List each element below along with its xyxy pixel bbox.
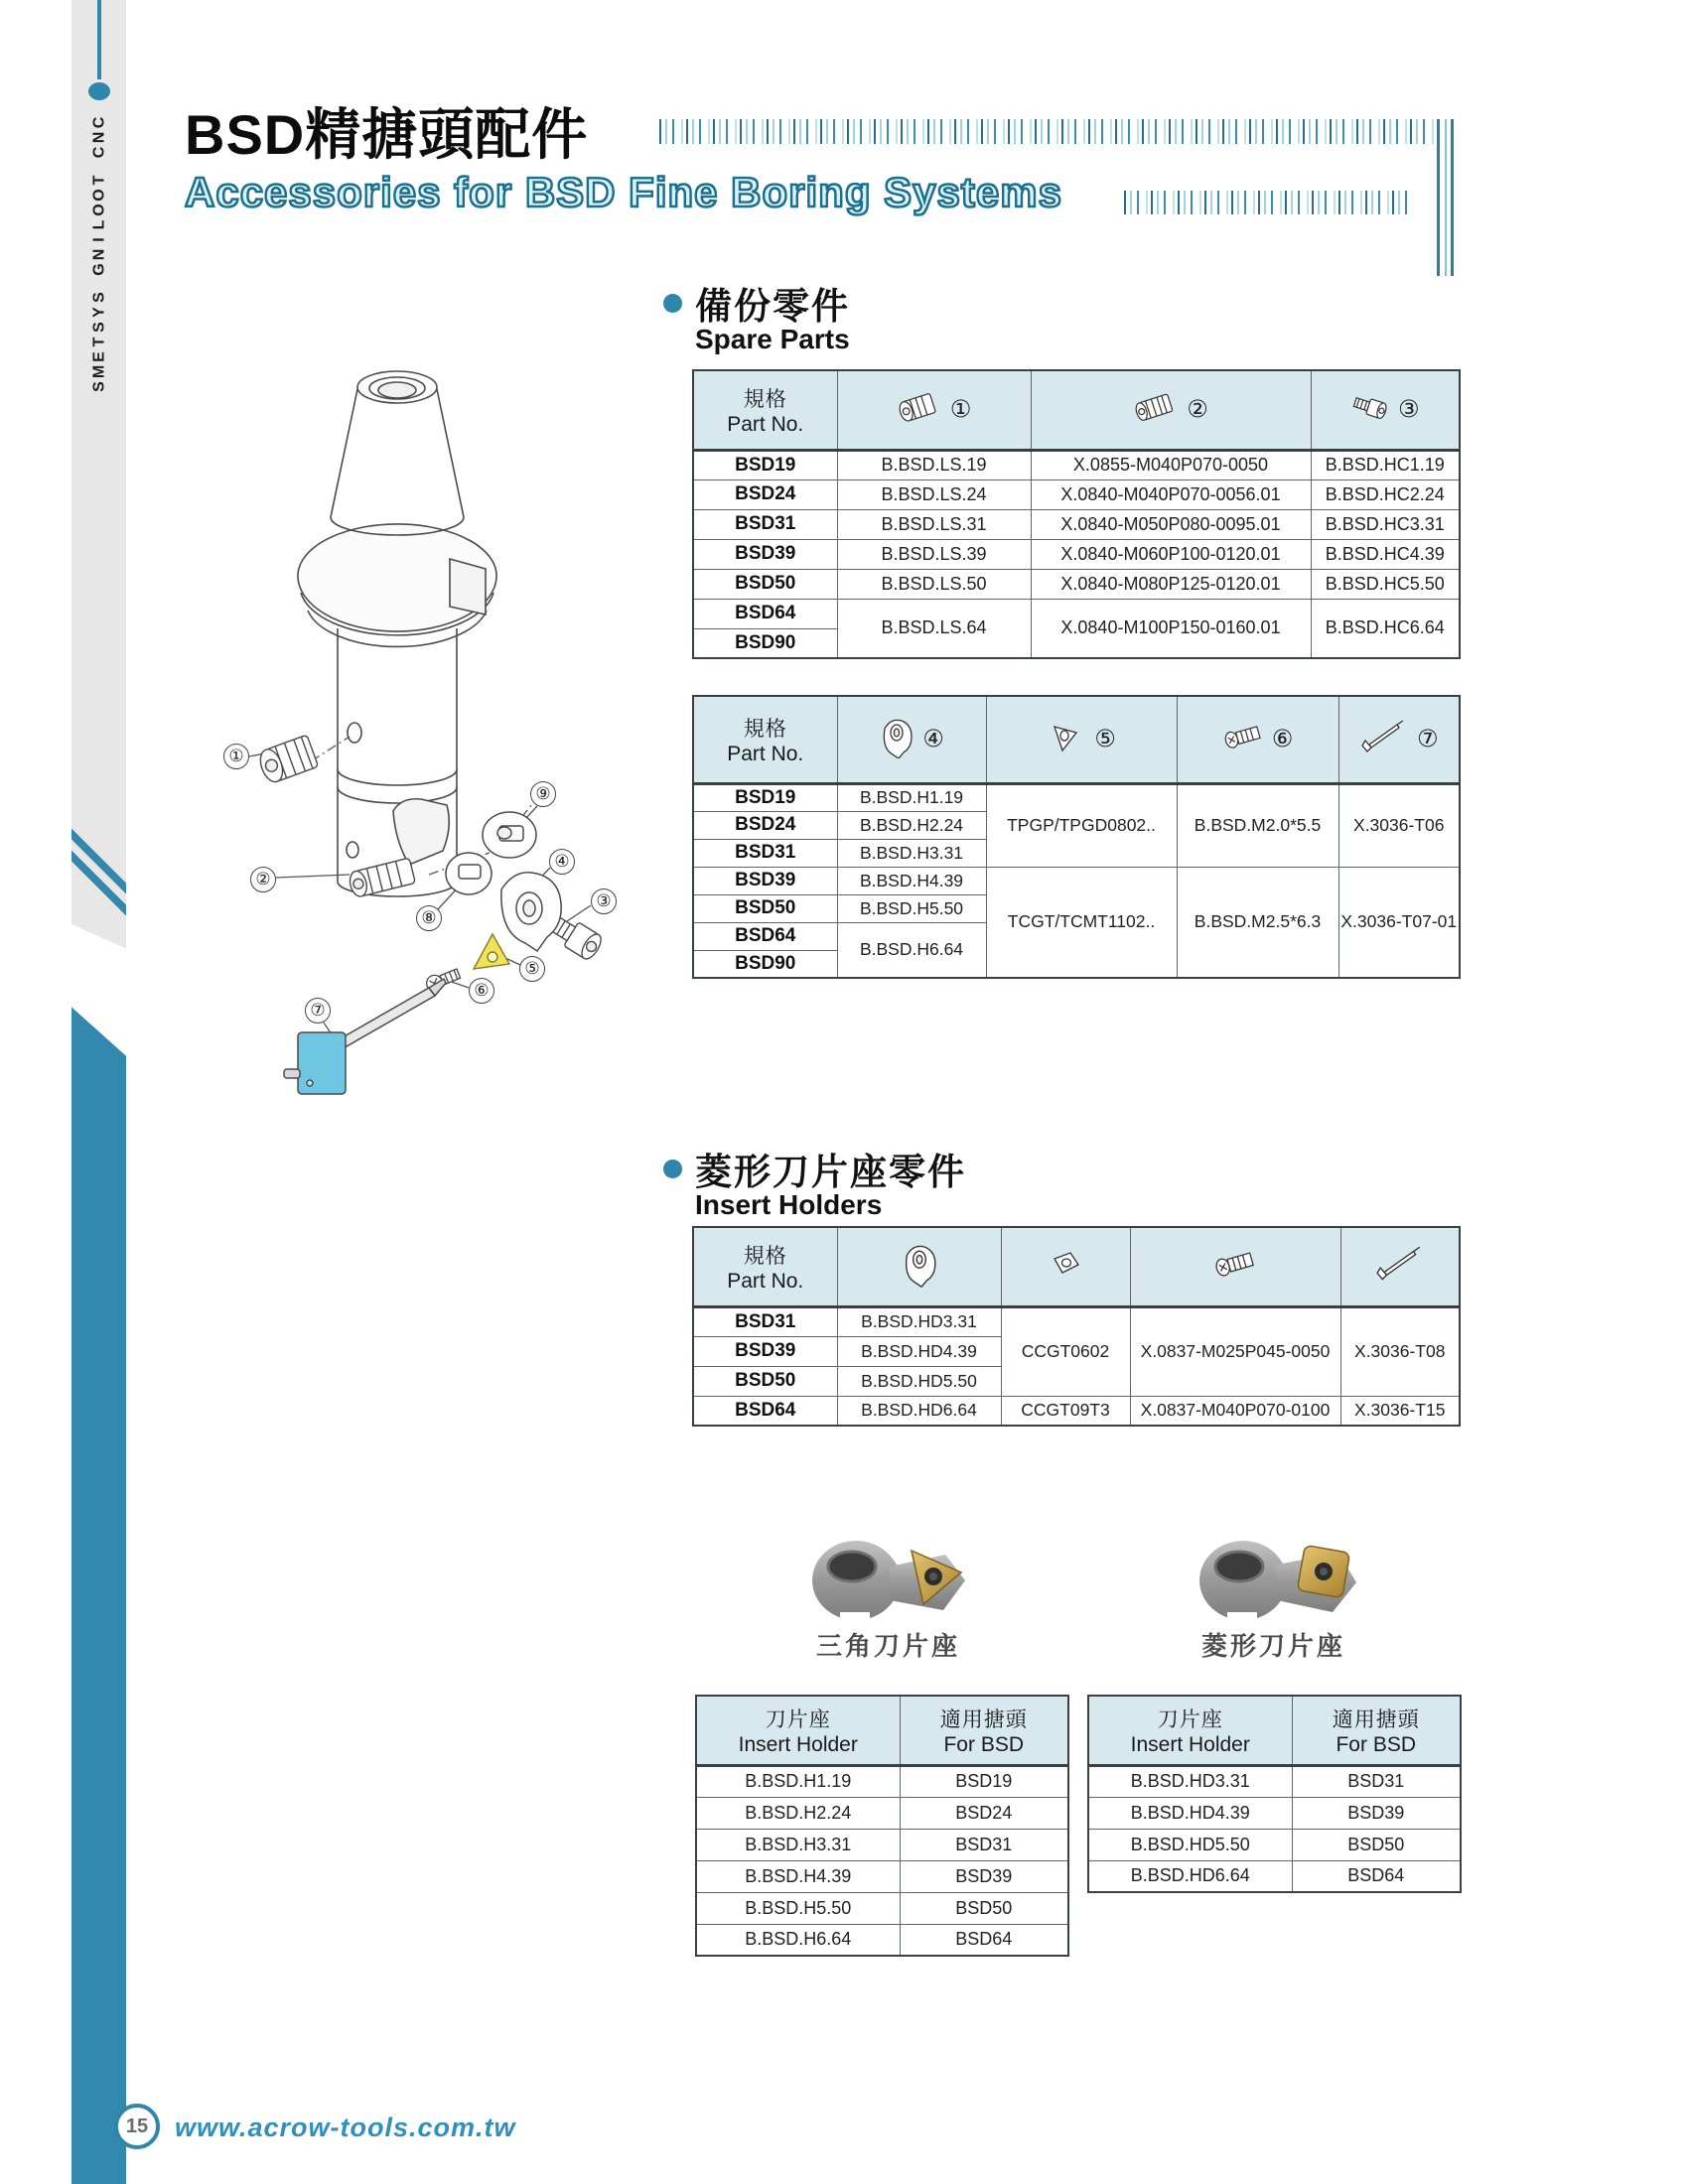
callout-8: ⑧	[416, 905, 442, 931]
torx-key-icon	[1374, 1272, 1426, 1289]
callout-3: ③	[591, 888, 617, 914]
table-row: B.BSD.HD5.50 BSD50	[1088, 1829, 1461, 1860]
section-title-insert-holders-zh: 菱形刀片座零件	[695, 1152, 966, 1192]
cap-screw-icon	[1350, 392, 1390, 427]
table-row: BSD64 B.BSD.LS.64 X.0840-M100P150-0160.01 B.BSD.HC6.64	[693, 599, 1460, 628]
table-row: BSD50 B.BSD.HD5.50	[693, 1366, 1460, 1396]
spare-parts-table-1	[692, 369, 1461, 659]
col-header-part-no: 規格 Part No.	[693, 1227, 837, 1306]
col-header-for-bsd: 適用搪頭 For BSD	[900, 1696, 1068, 1765]
col-header-set-screw-2: ②	[1031, 370, 1311, 450]
table-row: B.BSD.H3.31 BSD31	[696, 1829, 1068, 1860]
sidebar-blue-band	[71, 958, 126, 2184]
caption-diamond-holder: 菱形刀片座	[1201, 1631, 1346, 1661]
col-header-cap-screw: ③	[1311, 370, 1460, 450]
callout-6: ⑥	[469, 978, 494, 1004]
screw-icon	[1222, 722, 1264, 756]
col-header-set-screw-1: ①	[837, 370, 1031, 450]
table-row: B.BSD.H1.19 BSD19	[696, 1765, 1068, 1797]
spare-parts-table-2	[692, 695, 1461, 979]
table-row: B.BSD.H6.64 BSD64	[696, 1924, 1068, 1956]
table-row: BSD24 B.BSD.LS.24 X.0840-M040P070-0056.01 B.BSD.HC2.24	[693, 479, 1460, 509]
photo-triangle-insert-holder	[794, 1529, 983, 1638]
set-screw-icon	[897, 390, 942, 429]
sidebar-letter: N	[89, 131, 107, 144]
col-header-torx-key	[1340, 1227, 1460, 1306]
triangle-insert-icon	[1047, 717, 1086, 761]
screw-icon	[1211, 1267, 1259, 1284]
table-row: BSD31 B.BSD.H3.31	[693, 839, 1460, 867]
table-row: BSD39 B.BSD.LS.39 X.0840-M060P100-0120.01 B.BSD.HC4.39	[693, 539, 1460, 569]
exploded-view-drawing	[199, 333, 665, 1097]
table-row: BSD24 B.BSD.H2.24	[693, 811, 1460, 839]
sidebar-letter: Y	[89, 307, 107, 318]
sidebar-vertical-text	[71, 115, 126, 394]
table-row: BSD90	[693, 950, 1460, 978]
square-insert-icon	[1047, 1268, 1084, 1285]
photo-diamond-insert-holder	[1182, 1529, 1370, 1638]
table-row: BSD90	[693, 628, 1460, 658]
col-header-insert-screw	[1130, 1227, 1340, 1306]
callout-7: ⑦	[305, 998, 331, 1024]
set-screw-icon	[1133, 390, 1179, 429]
sidebar-letter: I	[89, 237, 107, 242]
col-header-insert-holder: 刀片座 Insert Holder	[1088, 1696, 1292, 1765]
table-row: BSD19 B.BSD.LS.19 X.0855-M040P070-0050 B.BSD.HC1.19	[693, 450, 1460, 479]
caption-triangle-holder: 三角刀片座	[816, 1631, 961, 1661]
col-header-torx-key: ⑦	[1338, 696, 1460, 783]
sidebar-letter: M	[89, 364, 107, 379]
section-bullet	[663, 1160, 682, 1178]
insert-holder-icon	[901, 1275, 938, 1292]
sidebar-letter: S	[89, 292, 107, 303]
sidebar-letter: S	[89, 322, 107, 333]
callout-9: ⑨	[530, 781, 556, 807]
page-subtitle: Accessories for BSD Fine Boring Systems	[185, 169, 1062, 215]
col-header-part-no: 規格 Part No.	[693, 370, 837, 450]
insert-holder-icon	[879, 715, 914, 763]
table-row: BSD31 B.BSD.LS.31 X.0840-M050P080-0095.01 B.BSD.HC3.31	[693, 509, 1460, 539]
sidebar-accent-line	[97, 0, 101, 79]
section-bullet	[663, 294, 682, 313]
hatch-tall-lines	[1437, 119, 1459, 276]
col-header-part-no: 規格 Part No.	[693, 696, 837, 783]
subtitle-hatch-decoration	[1124, 191, 1411, 214]
footer-website-url: www.acrow-tools.com.tw	[175, 2113, 516, 2142]
col-header-insert-holder: ④	[837, 696, 986, 783]
table-row: BSD50 B.BSD.LS.50 X.0840-M080P125-0120.01 B.BSD.HC5.50	[693, 569, 1460, 599]
insert-holders-table	[692, 1226, 1461, 1427]
table-row: BSD64 B.BSD.H6.64	[693, 922, 1460, 950]
page-number-badge: 15	[114, 2104, 160, 2149]
table-row: BSD50 B.BSD.H5.50	[693, 894, 1460, 922]
callout-1: ①	[223, 744, 249, 769]
sidebar-letter: O	[89, 204, 107, 216]
sidebar-letter: G	[89, 263, 107, 276]
col-header-square-insert	[1001, 1227, 1130, 1306]
table-row: BSD19 B.BSD.H1.19 TPGP/TPGD0802.. B.BSD.M2.0*5.5 X.3036-T06	[693, 783, 1460, 811]
sidebar-letter: T	[89, 175, 107, 186]
table-row: B.BSD.HD3.31 BSD31	[1088, 1765, 1461, 1797]
table-row: BSD31 B.BSD.HD3.31 CCGT0602 X.0837-M025P045-0050 X.3036-T08	[693, 1306, 1460, 1336]
holder-mapping-table-left	[695, 1695, 1069, 1957]
col-header-triangle-insert: ⑤	[986, 696, 1177, 783]
sidebar-letter: C	[89, 116, 107, 129]
table-row: B.BSD.HD4.39 BSD39	[1088, 1797, 1461, 1829]
sidebar-letter: S	[89, 381, 107, 392]
sidebar-letter: T	[89, 337, 107, 347]
sidebar-letter: O	[89, 189, 107, 202]
table-row: B.BSD.H5.50 BSD50	[696, 1892, 1068, 1924]
holder-mapping-table-right	[1087, 1695, 1462, 1893]
section-title-spare-parts-zh: 備份零件	[695, 286, 850, 327]
sidebar-letter: L	[89, 219, 107, 230]
torx-key-icon	[1359, 717, 1409, 761]
table-row: B.BSD.H4.39 BSD39	[696, 1860, 1068, 1892]
table-row: BSD64 B.BSD.HD6.64 CCGT09T3 X.0837-M040P070-0100 X.3036-T15	[693, 1396, 1460, 1426]
col-header-for-bsd: 適用搪頭 For BSD	[1292, 1696, 1461, 1765]
table-row: B.BSD.HD6.64 BSD64	[1088, 1860, 1461, 1892]
table-row: B.BSD.H2.24 BSD24	[696, 1797, 1068, 1829]
title-hatch-decoration	[659, 119, 1440, 144]
page-title: BSD精搪頭配件	[185, 103, 589, 166]
table-row: BSD39 B.BSD.H4.39 TCGT/TCMT1102.. B.BSD.M2.5*6.3 X.3036-T07-01	[693, 867, 1460, 894]
callout-5: ⑤	[519, 956, 545, 982]
col-header-insert-holder	[837, 1227, 1001, 1306]
sidebar-letter: N	[89, 248, 107, 261]
section-title-insert-holders-en: Insert Holders	[695, 1189, 883, 1220]
callout-2: ②	[250, 867, 276, 892]
table-row: BSD39 B.BSD.HD4.39	[693, 1336, 1460, 1366]
sidebar-letter: C	[89, 146, 107, 159]
section-title-spare-parts-en: Spare Parts	[695, 324, 850, 354]
callout-4: ④	[549, 849, 575, 875]
col-header-insert-screw: ⑥	[1177, 696, 1338, 783]
col-header-insert-holder: 刀片座 Insert Holder	[696, 1696, 900, 1765]
sidebar-accent-dot	[88, 82, 110, 100]
sidebar-letter: E	[89, 351, 107, 362]
